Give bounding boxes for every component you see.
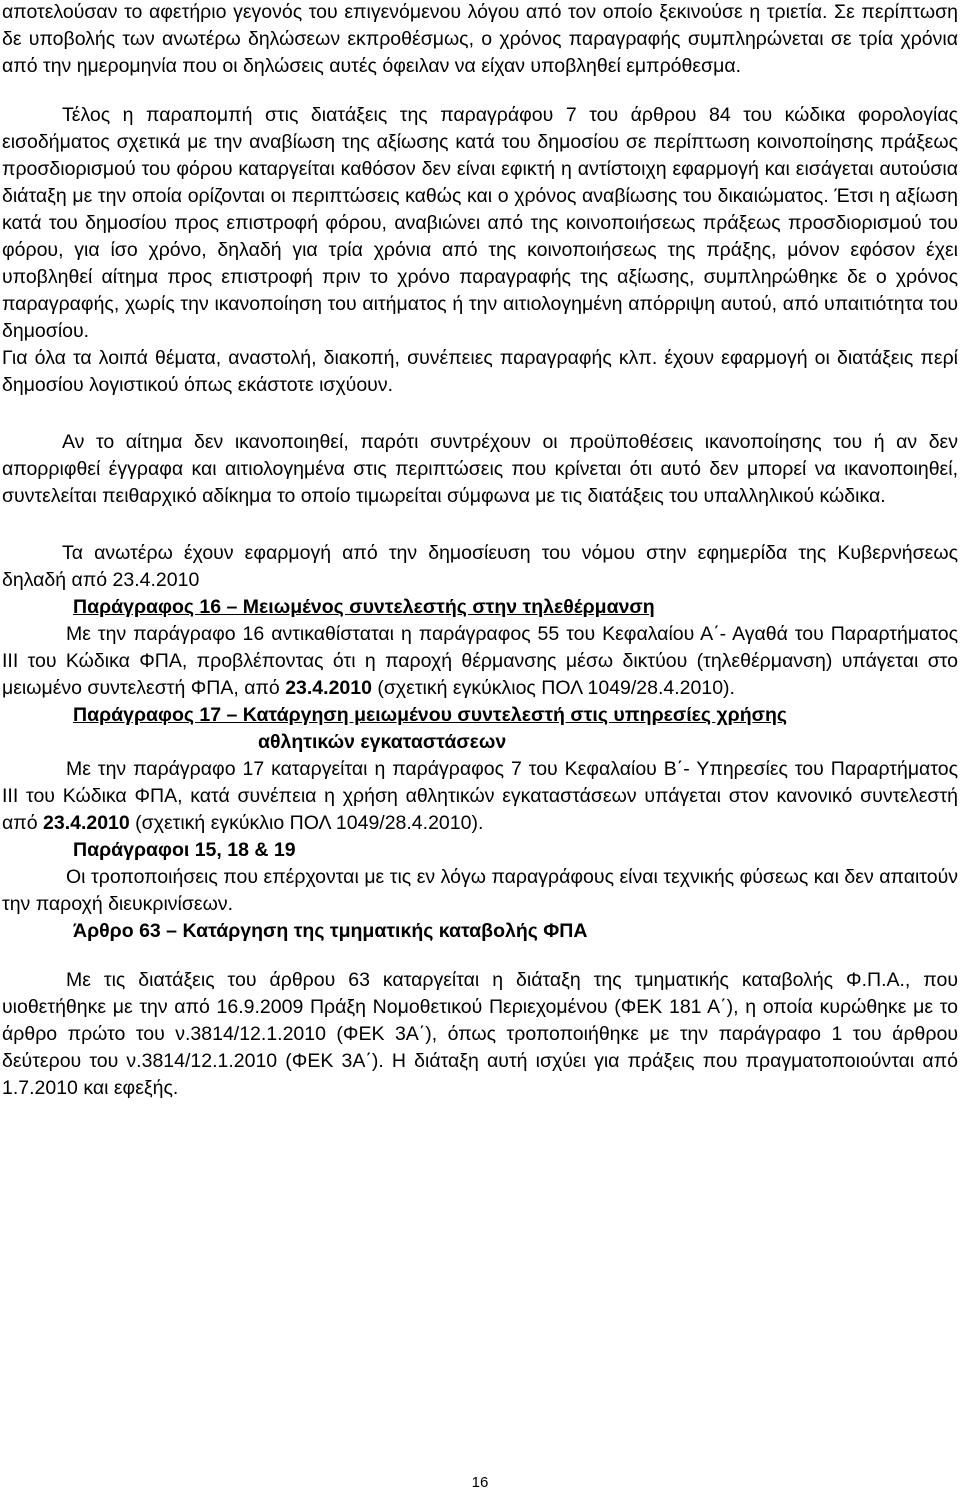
- section-17-date: 23.4.2010: [43, 812, 130, 834]
- section-16-text: Με την παράγραφο 16 αντικαθίσταται η παράγραφος 55 του Κεφαλαίου Α΄- Αγαθά του Παραρτήματος ΙΙΙ του Κώδικα ΦΠΑ, προβλέποντας ότι η παροχή θέρμανσης μέσω δικτύου (τηλεθέρμανση) υπάγεται στο μειωμένο συντελεστή ΦΠΑ, από 23.4.2010 (σχετική εγκύκλιος ΠΟΛ 1049/28.4.2010).: [2, 623, 958, 699]
- article-63-text: Με τις διατάξεις του άρθρου 63 καταργείται η διάταξη της τμηματικής καταβολής Φ.Π.Α., που υιοθετήθηκε με την από 16.9.2009 Πράξη Νομοθετικού Περιεχομένου (ΦΕΚ 181 Α΄), η οποία κυρώθηκε με το άρθρο πρώτο του ν.3814/12.1.2010 (ΦΕΚ 3Α΄), όπως τροποποιήθηκε με την παράγραφο 1 του άρθρου δεύτερου του ν.3814/12.1.2010 (ΦΕΚ 3Α΄). Η διάταξη αυτή ισχύει για πράξεις που πραγματοποιούνται από 1.7.2010 και εφεξής.: [2, 969, 958, 1099]
- paragraph-effective-date: Τα ανωτέρω έχουν εφαρμογή από την δημοσίευση του νόμου στην εφημερίδα της Κυβερνήσεως δηλαδή από 23.4.2010: [2, 542, 958, 591]
- section-16-heading: Παράγραφος 16 – Μειωμένος συντελεστής στην τηλεθέρμανση: [73, 596, 655, 618]
- page-number: 16: [471, 1474, 489, 1491]
- paragraph-prescription-period: αποτελούσαν το αφετήριο γεγονός του επιγενόμενου λόγου από τον οποίο ξεκινούσε η τριετία. Σε περίπτωση δε υποβολής των ανωτέρω δηλώσεων εκπροθέσμως, ο χρόνος παραγραφής συμπληρώνεται σε τρία χρόνια από την ημερομηνία που οι δηλώσεις αυτές όφειλαν να είχαν υποβληθεί εμπρόθεσμα.: [2, 1, 958, 77]
- paragraph-disciplinary-offence: Αν το αίτημα δεν ικανοποιηθεί, παρότι συντρέχουν οι προϋποθέσεις ικανοποίησης του ή αν δεν απορριφθεί έγγραφα και αιτιολογημένα στις περιπτώσεις που κρίνεται ότι αυτό δεν μπορεί να ικανοποιηθεί, συντελείται πειθαρχικό αδίκημα το οποίο τιμωρείται σύμφωνα με τις διατάξεις του υπαλληλικού κώδικα.: [2, 431, 958, 507]
- paragraph-revival-of-claim: Τέλος η παραπομπή στις διατάξεις της παραγράφου 7 του άρθρου 84 του κώδικα φορολογίας εισοδήματος σχετικά με την αναβίωση της αξίωσης κατά του δημοσίου σε περίπτωση κοινοποίησης πράξεως προσδιορισμού του φόρου καταργείται καθόσον δεν είναι εφικτή η αντίστοιχη εφαρμογή και εισάγεται αυτούσια διάταξη με την οποία ορίζονται οι περιπτώσεις καθώς και ο χρόνος αναβίωσης του δικαιώματος. Έτσι η αξίωση κατά του δημοσίου προς επιστροφή φόρου, αναβιώνει από της κοινοποιήσεως πράξεως προσδιορισμού του φόρου, για ίσο χρόνο, δηλαδή για τρία χρόνια από της κοινοποιήσεως της πράξης, μόνον εφόσον έχει υποβληθεί αίτημα προς επιστροφή πριν το χρόνο παραγραφής της αξίωσης, συμπληρώθηκε δε ο χρόνος παραγραφής, χωρίς την ικανοποίηση του αιτήματος ή την αιτιολογημένη απόρριψη αυτού, από υπαιτιότητα του δημοσίου.: [2, 104, 958, 342]
- section-16-date: 23.4.2010: [285, 677, 372, 699]
- section-17-text: Με την παράγραφο 17 καταργείται η παράγραφος 7 του Κεφαλαίου Β΄- Υπηρεσίες του Παραρτήματος ΙΙΙ του Κώδικα ΦΠΑ, κατά συνέπεια η χρήση αθλητικών εγκαταστάσεων υπάγεται στον κανονικό συντελεστή από 23.4.2010 (σχετική εγκύκλιο ΠΟΛ 1049/28.4.2010).: [2, 758, 958, 834]
- article-63-heading: Άρθρο 63 – Κατάργηση της τμηματικής καταβολής ΦΠΑ: [73, 920, 588, 942]
- section-15-18-19-heading: Παράγραφοι 15, 18 & 19: [73, 839, 296, 861]
- paragraph-other-matters: Για όλα τα λοιπά θέματα, αναστολή, διακοπή, συνέπειες παραγραφής κλπ. έχουν εφαρμογή οι διατάξεις περί δημοσίου λογιστικού όπως εκάστοτε ισχύουν.: [2, 347, 958, 396]
- section-17-heading-continued: αθλητικών εγκαταστάσεων: [258, 731, 507, 753]
- section-15-18-19-text: Οι τροποποιήσεις που επέρχονται με τις εν λόγω παραγράφους είναι τεχνικής φύσεως και δεν απαιτούν την παροχή διευκρινίσεων.: [2, 866, 958, 915]
- section-17-heading: Παράγραφος 17 – Κατάργηση μειωμένου συντελεστή στις υπηρεσίες χρήσης: [73, 704, 788, 726]
